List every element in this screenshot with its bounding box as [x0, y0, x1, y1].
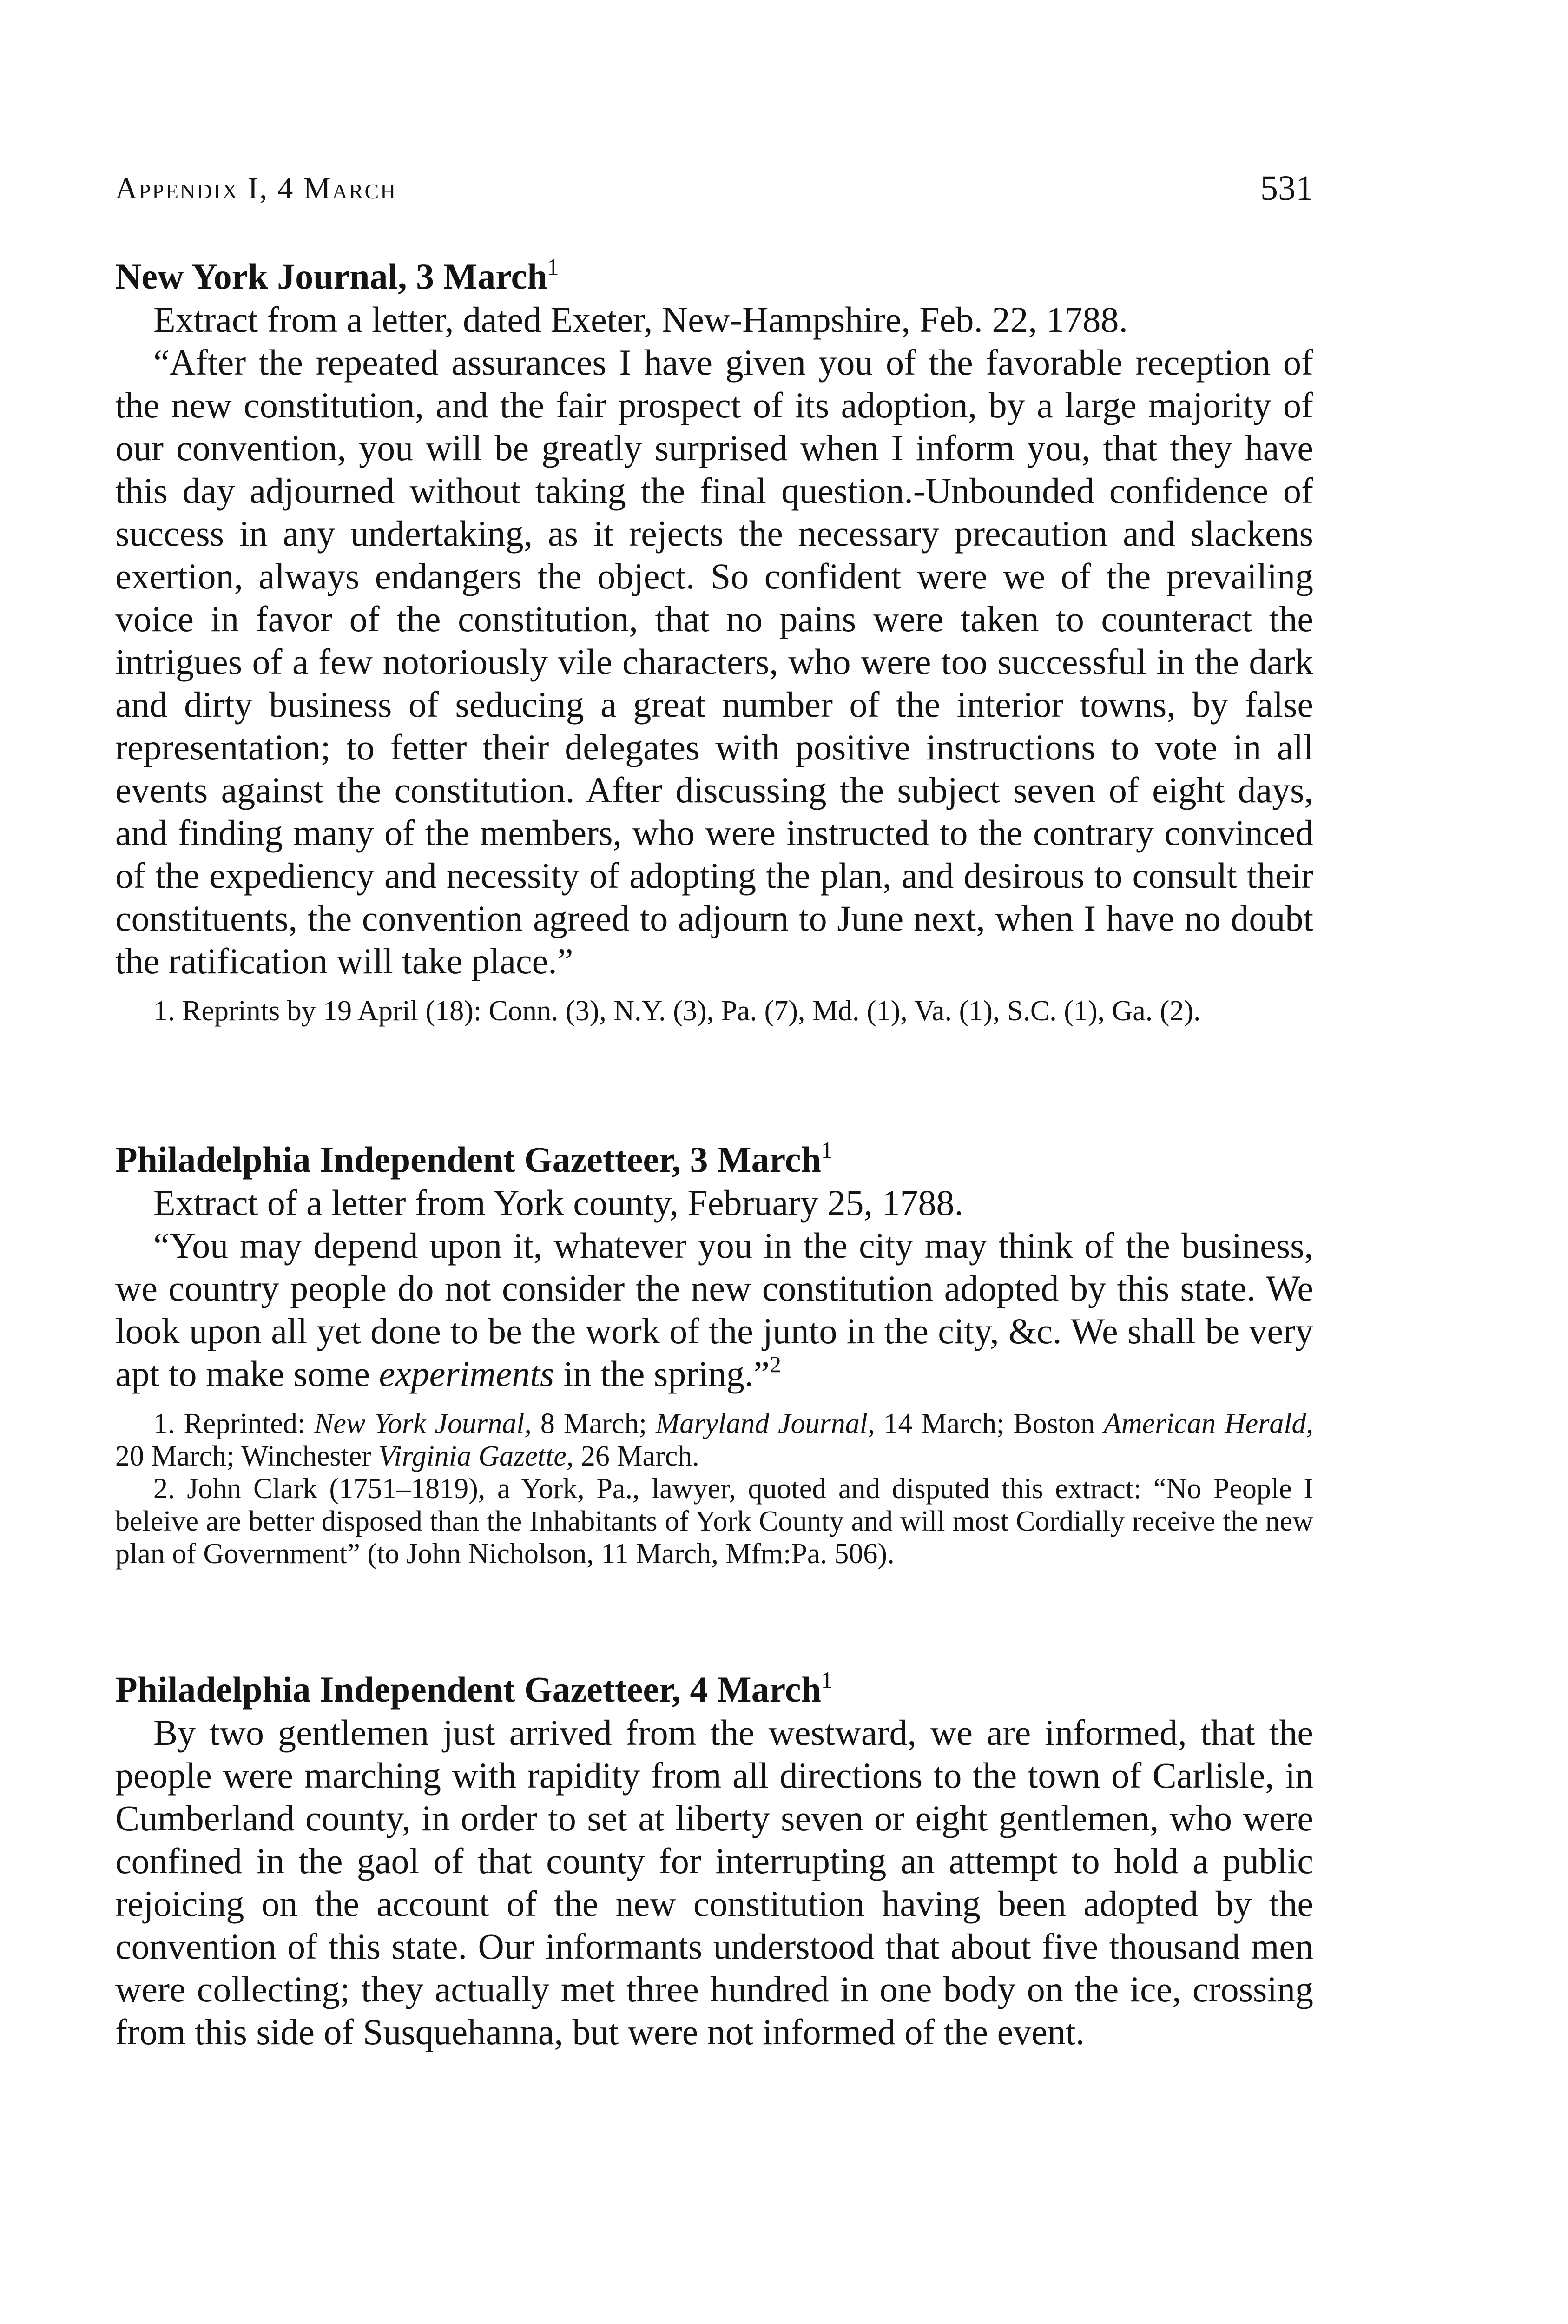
footnote-ref: 2	[770, 1351, 781, 1377]
document-title: New York Journal, 3 March$^1$	[115, 254, 559, 297]
footnote: 1. Reprints by 19 April (18): Conn. (3), N.Y. (3), Pa. (7), Md. (1), Va. (1), S.C. (1), Ga. (2).	[153, 995, 1201, 1027]
footnotes	[115, 1407, 1313, 1570]
emphasis: experiments	[379, 1353, 554, 1394]
footnote-ref: 1	[547, 254, 559, 280]
dateline: Extract from a letter, dated Exeter, New-Hampshire, Feb. 22, 1788.	[153, 299, 1128, 340]
page-content	[115, 255, 1313, 2053]
dateline: Extract of a letter from York county, February 25, 1788.	[153, 1182, 964, 1223]
footnote-ref: 1	[821, 1667, 833, 1693]
document-independent-gazetteer-4-march	[115, 1668, 1313, 2053]
footnotes	[115, 995, 1313, 1027]
body-paragraph: By two gentlemen just arrived from the westward, we are informed, that the people were marching with rapidity from all directions to the town of Carlisle, in Cumberland county, in order to set at liberty seven or eight gentlemen, who were confined in the gaol of that county for interrupting an attempt to hold a public rejoicing on the account of the new constitution having been adopted by the convention of this state. Our informants understood that about five thousand men were collecting; they actually met three hundred in one body on the ice, crossing from this side of Susquehanna, but were not informed of the event.	[115, 1712, 1313, 2052]
document-title: Philadelphia Independent Gazetteer, 3 March$^1$	[115, 1137, 833, 1180]
page-number: 531	[1260, 169, 1313, 208]
footnote: 1. Reprinted: New York Journal, 8 March; Maryland Journal, 14 March; Boston American Herald, 20 March; Winchester Virginia Gazette, 26 March.	[115, 1408, 1314, 1472]
document-title: Philadelphia Independent Gazetteer, 4 March$^1$	[115, 1667, 833, 1710]
document-independent-gazetteer-3-march	[115, 1138, 1313, 1570]
running-head: Appendix I, 4 March	[115, 172, 397, 205]
body-paragraph: “After the repeated assurances I have given you of the favorable reception of the new constitution, and the fair prospect of its adoption, by a large majority of our convention, you will be greatly surprised when I inform you, that they have this day adjourned without taking the final question.-Unbounded confidence of success in any undertaking, as it rejects the necessary precaution and slackens exertion, always endangers the object. So confident were we of the prevailing voice in favor of the constitution, that no pains were taken to counteract the intrigues of a few notoriously vile characters, who were too successful in the dark and dirty business of seducing a great number of the interior towns, by false representation; to fetter their delegates with positive instructions to vote in all events against the constitution. After discussing the subject seven of eight days, and finding many of the members, who were instructed to the contrary convinced of the expediency and necessity of adopting the plan, and desirous to consult their constituents, the convention agreed to adjourn to June next, when I have no doubt the ratification will take place.”	[115, 342, 1313, 981]
page-header	[115, 171, 1313, 222]
footnote-ref: 1	[821, 1137, 833, 1163]
footnote: 2. John Clark (1751–1819), a York, Pa., lawyer, quoted and disputed this extract: “No People I beleive are better disposed than the Inhabitants of York County and will most Cordially receive the new plan of Government” (to John Nicholson, 11 March, Mfm:Pa. 506).	[115, 1473, 1313, 1570]
document-new-york-journal	[115, 255, 1313, 1027]
body-paragraph: “You may depend upon it, whatever you in the city may think of the business, we country people do not consider the new constitution adopted by this state. We look upon all yet done to be the work of the junto in the city, &c. We shall be very apt to make some experiments in the spring.”$^2$	[115, 1225, 1313, 1394]
